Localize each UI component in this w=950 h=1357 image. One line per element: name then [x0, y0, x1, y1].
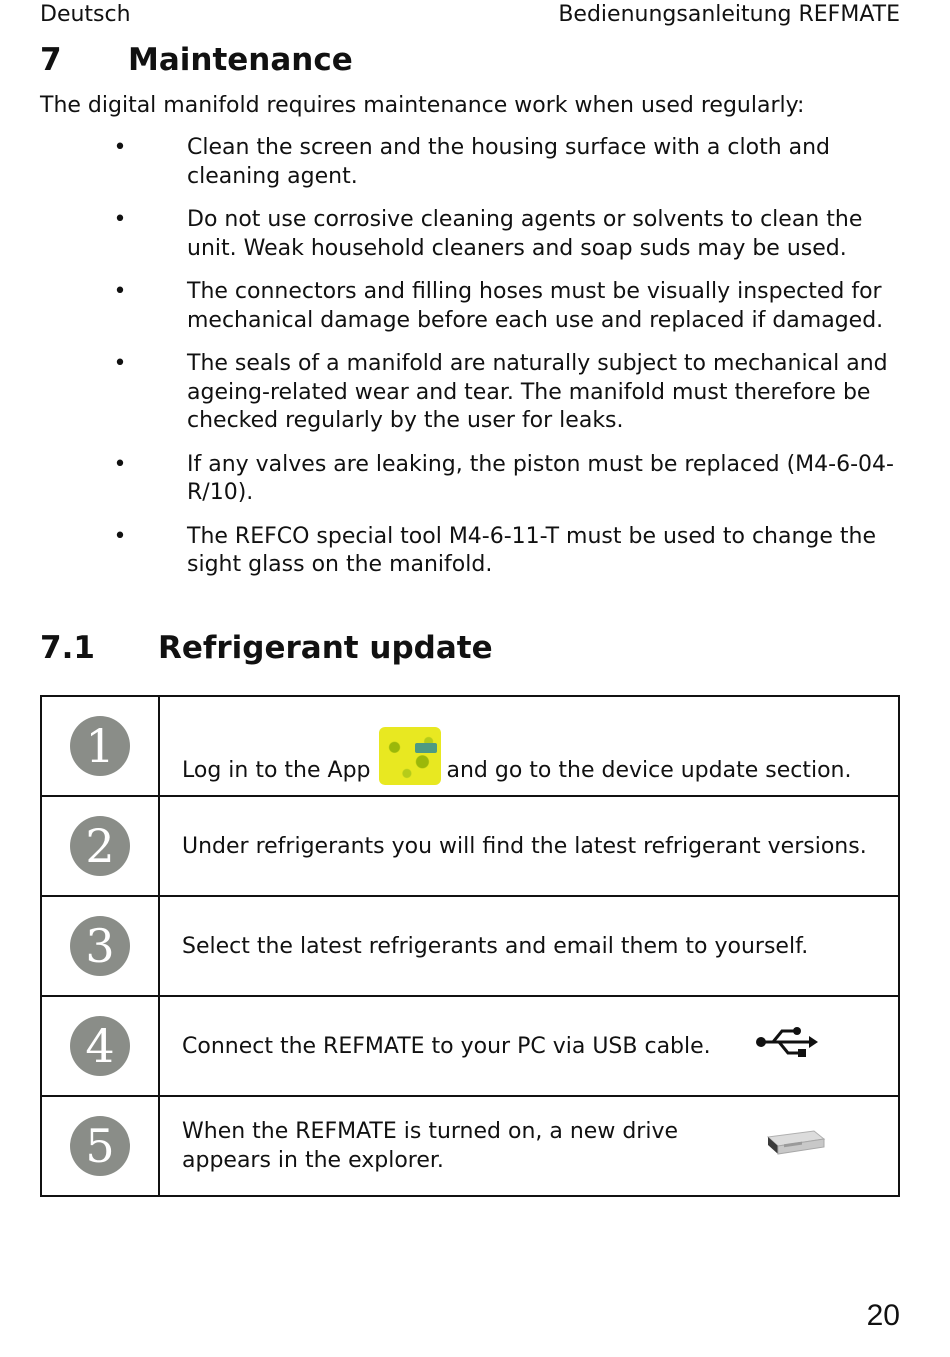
table-row: [41, 896, 899, 996]
maintenance-intro: The digital manifold requires maintenance work when used regularly:: [40, 93, 805, 118]
list-item-text: Do not use corrosive cleaning agents or solvents to clean the unit. Weak household cleaners and soap suds may be used.: [187, 207, 863, 261]
app-icon: [379, 727, 441, 785]
bullet-icon: •: [113, 451, 127, 477]
list-item-text: The REFCO special tool M4-6-11-T must be used to change the sight glass on the manifold.: [187, 523, 877, 577]
section-title: Refrigerant update: [158, 630, 493, 666]
bullet-icon: •: [113, 135, 127, 160]
step-number-badge: 3: [70, 916, 130, 976]
bullet-icon: •: [113, 351, 127, 376]
list-item-text: The seals of a manifold are naturally subject to mechanical and ageing-related wear and tear. The manifold must therefore be checked regularly by the user for leaks.: [187, 351, 888, 433]
section-heading-refrigerant-update: [40, 630, 493, 666]
maintenance-list: [0, 134, 950, 595]
header-language: Deutsch: [40, 2, 131, 27]
bullet-icon: •: [113, 279, 127, 304]
table-row: [41, 696, 899, 796]
step-text: Log in to the App: [182, 758, 371, 783]
step-text-continued: and go to the device update section.: [446, 758, 852, 783]
update-steps-table: [40, 695, 900, 1197]
step-number-badge: 5: [70, 1116, 130, 1176]
section-number: 7.1: [40, 630, 95, 666]
section-title: Maintenance: [128, 42, 353, 78]
usb-icon: [755, 1025, 819, 1067]
page-number: 20: [866, 1299, 900, 1332]
table-row: [41, 796, 899, 896]
drive-icon: [764, 1127, 826, 1165]
step-text: Connect the REFMATE to your PC via USB cable.: [182, 1033, 711, 1059]
list-item: [0, 451, 902, 508]
step-number-badge: 2: [70, 816, 130, 876]
list-item: [0, 523, 902, 580]
step-number-badge: 1: [70, 716, 130, 776]
list-item: [0, 278, 902, 335]
list-item: [0, 350, 902, 436]
bullet-icon: •: [113, 207, 127, 232]
list-item: [0, 206, 902, 263]
list-item-text: If any valves are leaking, the piston must be replaced (M4-6-04-R/10).: [187, 451, 894, 505]
step-number-badge: 4: [70, 1016, 130, 1076]
table-row: [41, 996, 899, 1096]
list-item-text: The connectors and filling hoses must be visually inspected for mechanical damage before each use and replaced if damaged.: [187, 279, 884, 333]
section-heading-maintenance: [40, 42, 353, 78]
step-text: When the REFMATE is turned on, a new drive appears in the explorer.: [182, 1119, 678, 1173]
header-manual-title: Bedienungsanleitung REFMATE: [558, 2, 900, 27]
list-item-text: Clean the screen and the housing surface with a cloth and cleaning agent.: [187, 135, 831, 189]
bullet-icon: •: [113, 523, 127, 549]
table-row: [41, 1096, 899, 1196]
step-text: Under refrigerants you will find the latest refrigerant versions.: [182, 833, 867, 859]
section-number: 7: [40, 42, 62, 78]
page-header: [40, 2, 900, 30]
list-item: [0, 134, 902, 191]
step-text: Select the latest refrigerants and email them to yourself.: [182, 933, 809, 959]
